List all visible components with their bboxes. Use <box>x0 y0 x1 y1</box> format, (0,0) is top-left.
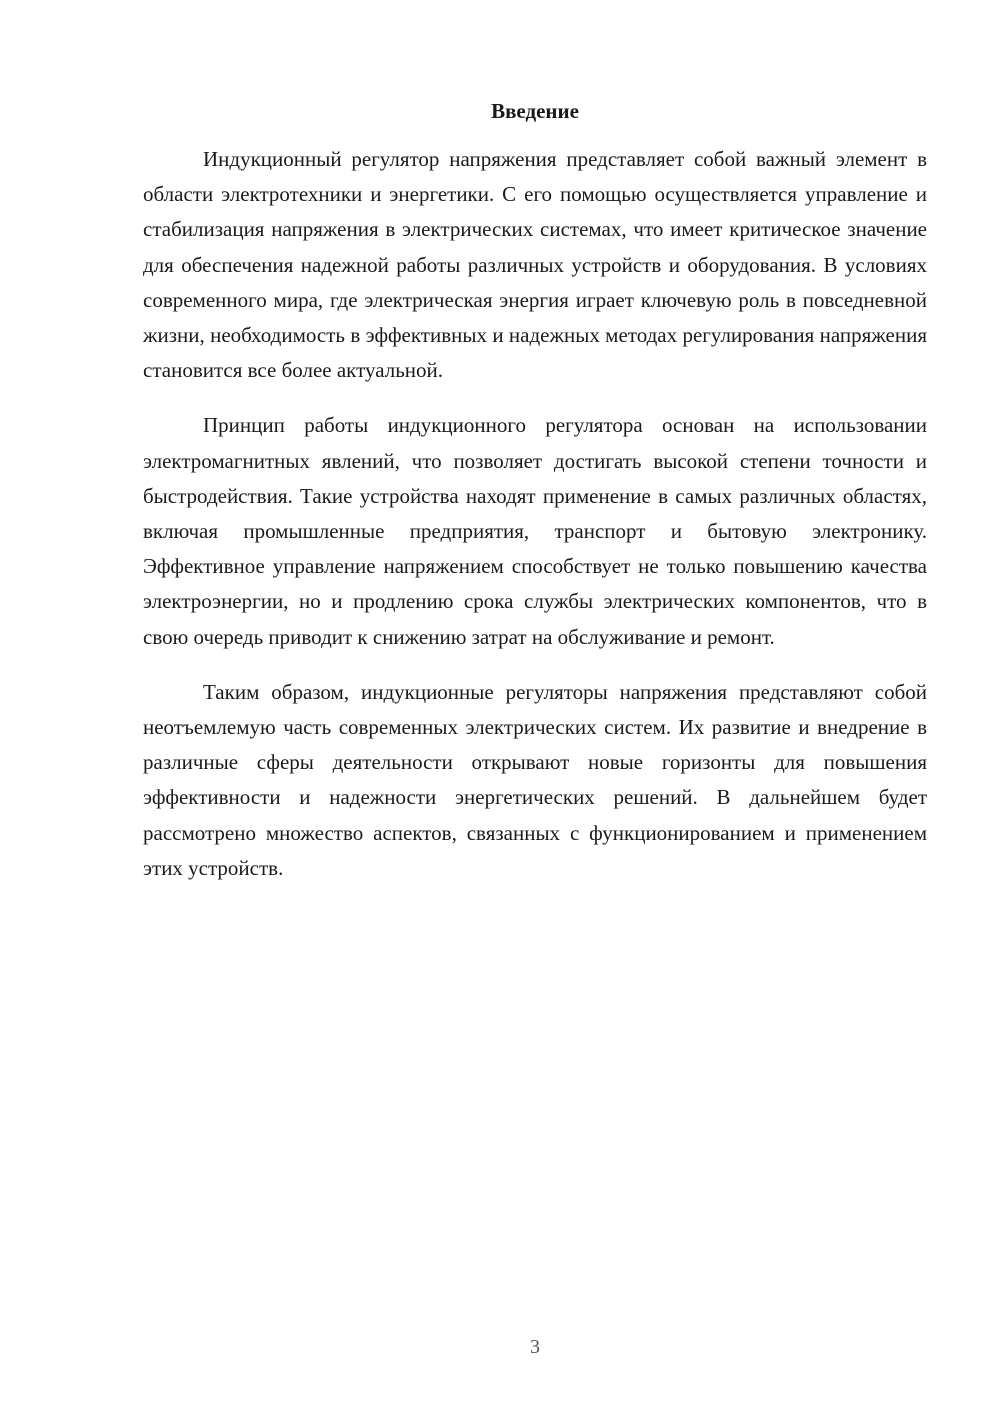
paragraph-2: Принцип работы индукционного регулятора основан на использовании электромагнитных явлений, что позволяет достигать высокой степени точности и быстродействия. Такие устройства находят применение в самых различных областях, включая промышленные предприятия, транспорт и бытовую электронику. Эффективное управление напряжением способствует не только повышению качества электроэнергии, но и продлению срока службы электрических компонентов, что в свою очередь приводит к снижению затрат на обслуживание и ремонт. <box>143 413 927 649</box>
paragraph-1: Индукционный регулятор напряжения представляет собой важный элемент в области электротехники и энергетики. С его помощью осуществляется управление и стабилизация напряжения в электрических системах, что имеет критическое значение для обеспечения надежной работы различных устройств и оборудования. В условиях современного мира, где электрическая энергия играет ключевую роль в повседневной жизни, необходимость в эффективных и надежных методах регулирования напряжения становится все более актуальной. <box>143 147 927 383</box>
body-text <box>143 142 927 906</box>
paragraph-3: Таким образом, индукционные регуляторы напряжения представляют собой неотъемлемую часть современных электрических систем. Их развитие и внедрение в различные сферы деятельности открывают новые горизонты для повышения эффективности и надежности энергетических решений. В дальнейшем будет рассмотрено множество аспектов, связанных с функционированием и применением этих устройств. <box>143 679 927 880</box>
section-title: Введение <box>491 99 579 123</box>
page-number: 3 <box>530 1336 540 1358</box>
